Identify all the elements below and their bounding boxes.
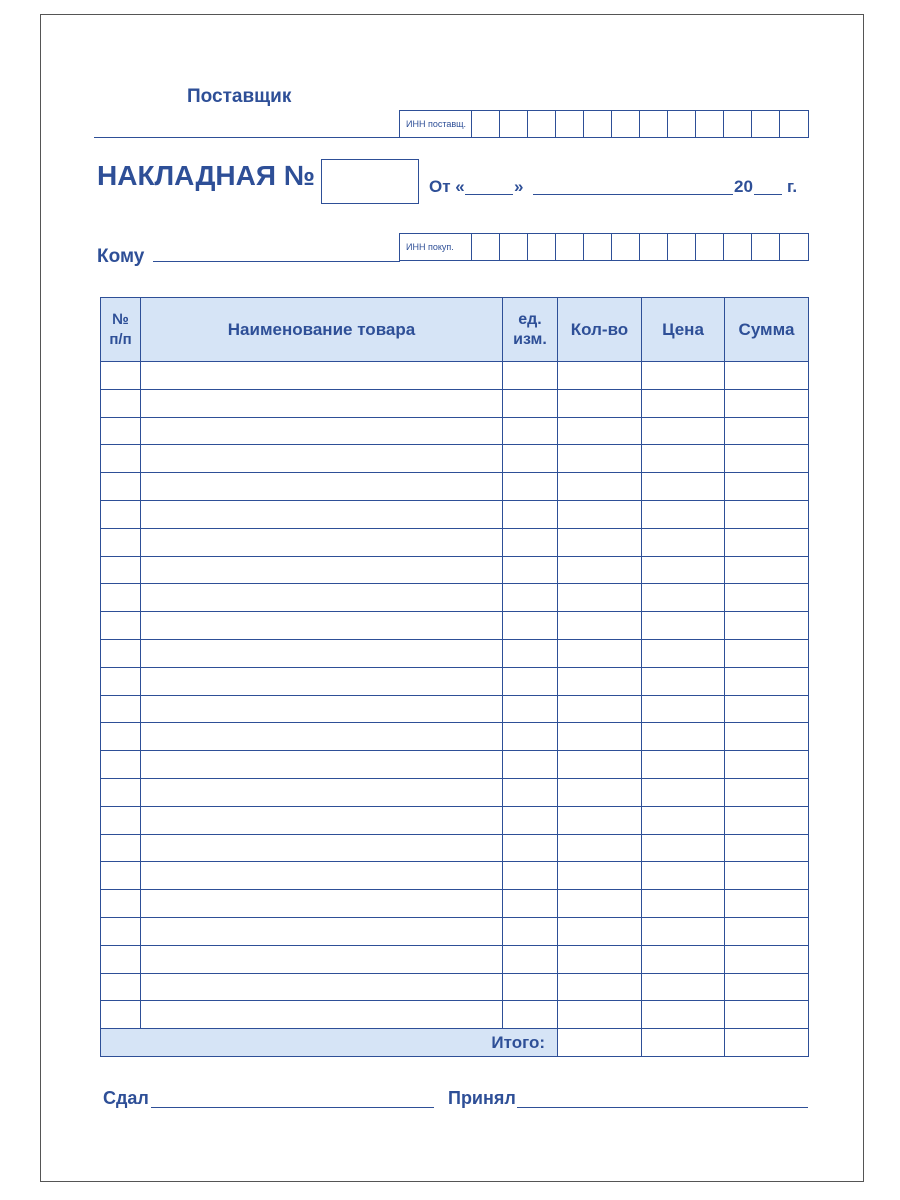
row-qty-cell[interactable] [558, 500, 642, 528]
row-unit-cell[interactable] [503, 806, 558, 834]
row-price-cell[interactable] [642, 973, 725, 1001]
row-sum-cell[interactable] [725, 806, 809, 834]
date-close-quote: » [514, 177, 524, 196]
row-sum-cell[interactable] [725, 417, 809, 445]
row-sum-cell[interactable] [725, 445, 809, 473]
row-sum-cell[interactable] [725, 473, 809, 501]
table-row [101, 945, 809, 973]
row-price-cell[interactable] [642, 473, 725, 501]
row-price-cell[interactable] [642, 917, 725, 945]
row-number-cell[interactable] [101, 945, 141, 973]
row-price-cell[interactable] [642, 584, 725, 612]
row-unit-cell[interactable] [503, 778, 558, 806]
row-price-cell[interactable] [642, 778, 725, 806]
row-sum-cell[interactable] [725, 528, 809, 556]
row-qty-cell[interactable] [558, 862, 642, 890]
row-unit-cell[interactable] [503, 945, 558, 973]
row-sum-cell[interactable] [725, 639, 809, 667]
row-qty-cell[interactable] [558, 417, 642, 445]
row-number-cell[interactable] [101, 973, 141, 1001]
invoice-number-box[interactable] [321, 159, 419, 204]
row-name-cell[interactable] [141, 584, 503, 612]
row-sum-cell[interactable] [725, 362, 809, 390]
row-price-cell[interactable] [642, 890, 725, 918]
row-price-cell[interactable] [642, 417, 725, 445]
row-unit-cell[interactable] [503, 695, 558, 723]
handed-label: Сдал [103, 1088, 149, 1108]
table-row [101, 417, 809, 445]
inn-buyer-box[interactable] [399, 233, 809, 261]
row-price-cell[interactable] [642, 528, 725, 556]
row-sum-cell[interactable] [725, 890, 809, 918]
row-name-cell[interactable] [141, 612, 503, 640]
row-price-cell[interactable] [642, 862, 725, 890]
row-sum-cell[interactable] [725, 778, 809, 806]
inn-supplier-box[interactable] [399, 110, 809, 138]
row-number-cell[interactable] [101, 639, 141, 667]
row-sum-cell[interactable] [725, 862, 809, 890]
row-name-cell[interactable] [141, 890, 503, 918]
row-name-cell[interactable] [141, 862, 503, 890]
row-qty-cell[interactable] [558, 945, 642, 973]
row-number-cell[interactable] [101, 445, 141, 473]
row-price-cell[interactable] [642, 945, 725, 973]
row-name-cell[interactable] [141, 473, 503, 501]
row-number-cell[interactable] [101, 778, 141, 806]
row-price-cell[interactable] [642, 556, 725, 584]
table-row [101, 973, 809, 1001]
row-number-cell[interactable] [101, 362, 141, 390]
row-number-cell[interactable] [101, 473, 141, 501]
row-sum-cell[interactable] [725, 584, 809, 612]
row-qty-cell[interactable] [558, 556, 642, 584]
row-price-cell[interactable] [642, 612, 725, 640]
row-name-cell[interactable] [141, 667, 503, 695]
row-price-cell[interactable] [642, 806, 725, 834]
row-name-cell[interactable] [141, 723, 503, 751]
row-price-cell[interactable] [642, 500, 725, 528]
row-price-cell[interactable] [642, 1001, 725, 1029]
row-unit-cell[interactable] [503, 556, 558, 584]
table-row [101, 1001, 809, 1029]
row-name-cell[interactable] [141, 695, 503, 723]
row-qty-cell[interactable] [558, 639, 642, 667]
row-unit-cell[interactable] [503, 723, 558, 751]
row-qty-cell[interactable] [558, 1001, 642, 1029]
table-row [101, 862, 809, 890]
row-name-cell[interactable] [141, 417, 503, 445]
row-qty-cell[interactable] [558, 778, 642, 806]
row-qty-cell[interactable] [558, 473, 642, 501]
row-qty-cell[interactable] [558, 695, 642, 723]
row-number-cell[interactable] [101, 695, 141, 723]
date-year-prefix: 20 [734, 177, 753, 196]
row-name-cell[interactable] [141, 639, 503, 667]
date-day-line[interactable] [465, 194, 513, 195]
row-sum-cell[interactable] [725, 667, 809, 695]
row-sum-cell[interactable] [725, 695, 809, 723]
row-unit-cell[interactable] [503, 528, 558, 556]
table-row [101, 500, 809, 528]
table-row [101, 362, 809, 390]
supplier-label: Поставщик [187, 86, 292, 107]
row-sum-cell[interactable] [725, 1001, 809, 1029]
row-sum-cell[interactable] [725, 723, 809, 751]
row-qty-cell[interactable] [558, 723, 642, 751]
table-row [101, 723, 809, 751]
col-header-name: Наименование товара [141, 298, 503, 362]
table-row [101, 528, 809, 556]
row-qty-cell[interactable] [558, 834, 642, 862]
total-sum-cell[interactable] [725, 1029, 809, 1057]
row-unit-cell[interactable] [503, 890, 558, 918]
row-unit-cell[interactable] [503, 473, 558, 501]
row-unit-cell[interactable] [503, 389, 558, 417]
row-price-cell[interactable] [642, 751, 725, 779]
row-price-cell[interactable] [642, 445, 725, 473]
row-sum-cell[interactable] [725, 751, 809, 779]
row-number-cell[interactable] [101, 556, 141, 584]
col-header-unit: ед. изм. [503, 298, 558, 362]
col-header-qty: Кол-во [558, 298, 642, 362]
row-qty-cell[interactable] [558, 973, 642, 1001]
goods-table [100, 297, 809, 1057]
row-sum-cell[interactable] [725, 500, 809, 528]
row-number-cell[interactable] [101, 723, 141, 751]
row-unit-cell[interactable] [503, 362, 558, 390]
total-qty-cell[interactable] [558, 1029, 642, 1057]
row-qty-cell[interactable] [558, 389, 642, 417]
row-number-cell[interactable] [101, 890, 141, 918]
table-row [101, 639, 809, 667]
row-name-cell[interactable] [141, 1001, 503, 1029]
row-number-cell[interactable] [101, 584, 141, 612]
table-row [101, 890, 809, 918]
row-price-cell[interactable] [642, 723, 725, 751]
row-sum-cell[interactable] [725, 945, 809, 973]
table-header-row [101, 298, 809, 362]
received-signature-line[interactable] [517, 1107, 808, 1108]
date-from-label: От « [429, 177, 465, 196]
handed-signature-line[interactable] [151, 1107, 434, 1108]
row-number-cell[interactable] [101, 528, 141, 556]
total-row [101, 1029, 809, 1057]
table-row [101, 389, 809, 417]
row-number-cell[interactable] [101, 417, 141, 445]
row-number-cell[interactable] [101, 667, 141, 695]
table-row [101, 751, 809, 779]
table-row [101, 612, 809, 640]
inn-supplier-label: ИНН поставщ. [400, 111, 472, 137]
table-row [101, 445, 809, 473]
row-price-cell[interactable] [642, 389, 725, 417]
row-name-cell[interactable] [141, 500, 503, 528]
document-title: НАКЛАДНАЯ № [97, 160, 315, 191]
row-name-cell[interactable] [141, 445, 503, 473]
table-row [101, 667, 809, 695]
row-qty-cell[interactable] [558, 612, 642, 640]
row-unit-cell[interactable] [503, 973, 558, 1001]
row-sum-cell[interactable] [725, 917, 809, 945]
supplier-line[interactable] [94, 137, 400, 138]
table-row [101, 806, 809, 834]
row-number-cell[interactable] [101, 917, 141, 945]
table-row [101, 695, 809, 723]
row-number-cell[interactable] [101, 862, 141, 890]
row-sum-cell[interactable] [725, 389, 809, 417]
row-name-cell[interactable] [141, 834, 503, 862]
row-number-cell[interactable] [101, 834, 141, 862]
row-name-cell[interactable] [141, 751, 503, 779]
row-name-cell[interactable] [141, 389, 503, 417]
row-sum-cell[interactable] [725, 612, 809, 640]
col-header-number: № п/п [101, 298, 141, 362]
row-unit-cell[interactable] [503, 862, 558, 890]
row-sum-cell[interactable] [725, 973, 809, 1001]
row-sum-cell[interactable] [725, 834, 809, 862]
row-price-cell[interactable] [642, 695, 725, 723]
row-qty-cell[interactable] [558, 362, 642, 390]
date-month-line[interactable] [533, 194, 733, 195]
row-name-cell[interactable] [141, 778, 503, 806]
row-unit-cell[interactable] [503, 1001, 558, 1029]
total-label: Итого: [101, 1029, 558, 1057]
inn-buyer-label: ИНН покуп. [400, 234, 472, 260]
row-number-cell[interactable] [101, 806, 141, 834]
row-unit-cell[interactable] [503, 612, 558, 640]
row-unit-cell[interactable] [503, 917, 558, 945]
row-number-cell[interactable] [101, 1001, 141, 1029]
row-qty-cell[interactable] [558, 806, 642, 834]
row-qty-cell[interactable] [558, 445, 642, 473]
row-qty-cell[interactable] [558, 751, 642, 779]
received-label: Принял [448, 1088, 516, 1108]
row-price-cell[interactable] [642, 639, 725, 667]
row-name-cell[interactable] [141, 806, 503, 834]
table-row [101, 556, 809, 584]
row-name-cell[interactable] [141, 528, 503, 556]
row-qty-cell[interactable] [558, 917, 642, 945]
row-number-cell[interactable] [101, 751, 141, 779]
col-header-price: Цена [642, 298, 725, 362]
row-unit-cell[interactable] [503, 667, 558, 695]
row-unit-cell[interactable] [503, 445, 558, 473]
row-unit-cell[interactable] [503, 834, 558, 862]
buyer-line[interactable] [153, 261, 400, 262]
row-price-cell[interactable] [642, 834, 725, 862]
row-unit-cell[interactable] [503, 584, 558, 612]
table-row [101, 834, 809, 862]
row-unit-cell[interactable] [503, 751, 558, 779]
row-unit-cell[interactable] [503, 417, 558, 445]
row-name-cell[interactable] [141, 362, 503, 390]
table-row [101, 778, 809, 806]
row-unit-cell[interactable] [503, 639, 558, 667]
row-name-cell[interactable] [141, 556, 503, 584]
row-sum-cell[interactable] [725, 556, 809, 584]
row-qty-cell[interactable] [558, 890, 642, 918]
date-year-suffix: г. [787, 177, 798, 196]
row-name-cell[interactable] [141, 973, 503, 1001]
row-qty-cell[interactable] [558, 667, 642, 695]
col-header-sum: Сумма [725, 298, 809, 362]
row-price-cell[interactable] [642, 667, 725, 695]
buyer-label: Кому [97, 246, 145, 267]
date-year-line[interactable] [754, 194, 782, 195]
row-number-cell[interactable] [101, 389, 141, 417]
row-qty-cell[interactable] [558, 528, 642, 556]
row-qty-cell[interactable] [558, 584, 642, 612]
row-price-cell[interactable] [642, 362, 725, 390]
table-row [101, 917, 809, 945]
row-name-cell[interactable] [141, 945, 503, 973]
row-unit-cell[interactable] [503, 500, 558, 528]
row-name-cell[interactable] [141, 917, 503, 945]
row-number-cell[interactable] [101, 500, 141, 528]
total-price-cell[interactable] [642, 1029, 725, 1057]
table-row [101, 584, 809, 612]
table-row [101, 473, 809, 501]
row-number-cell[interactable] [101, 612, 141, 640]
